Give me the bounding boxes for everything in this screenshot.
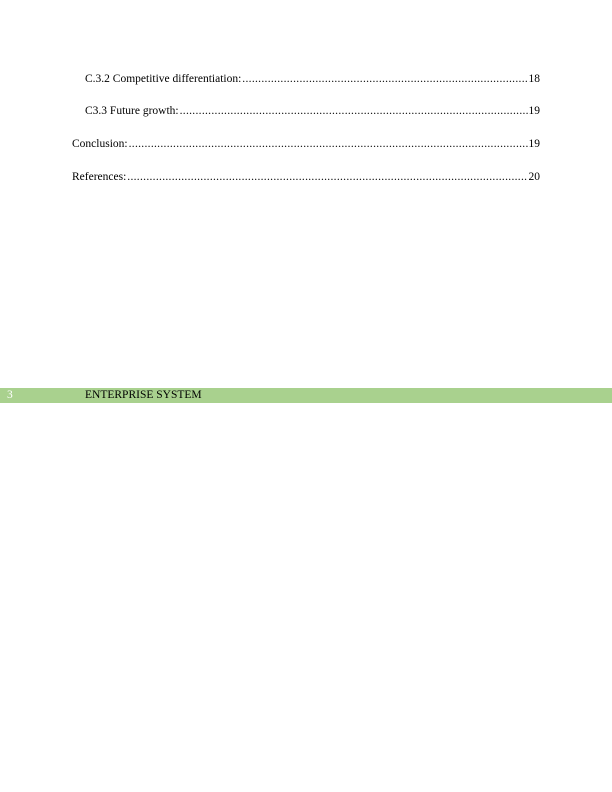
- toc-dot-leader: [180, 104, 528, 118]
- toc-entry-page-number: 19: [528, 138, 540, 150]
- toc-entry-label: Conclusion:: [72, 138, 128, 150]
- page-header-band: [0, 388, 612, 403]
- toc-dot-leader: [129, 137, 528, 151]
- toc-entry-label: References:: [72, 171, 127, 183]
- toc-dot-leader: [127, 170, 527, 184]
- toc-entry-page-number: 18: [528, 73, 540, 85]
- page-number: 3: [7, 389, 13, 401]
- running-title: ENTERPRISE SYSTEM: [85, 389, 202, 401]
- toc-entry-page-number: 19: [528, 105, 540, 117]
- toc-entry-label: C.3.2 Competitive differentiation:: [85, 73, 242, 85]
- toc-entry-competitive-differentiation[interactable]: [85, 72, 540, 86]
- toc-entry-page-number: 20: [528, 171, 540, 183]
- toc-entry-conclusion[interactable]: [72, 137, 540, 151]
- toc-entry-references[interactable]: [72, 170, 540, 184]
- toc-entry-label: C3.3 Future growth:: [85, 105, 179, 117]
- toc-dot-leader: [242, 72, 527, 86]
- toc-entry-future-growth[interactable]: [85, 104, 540, 118]
